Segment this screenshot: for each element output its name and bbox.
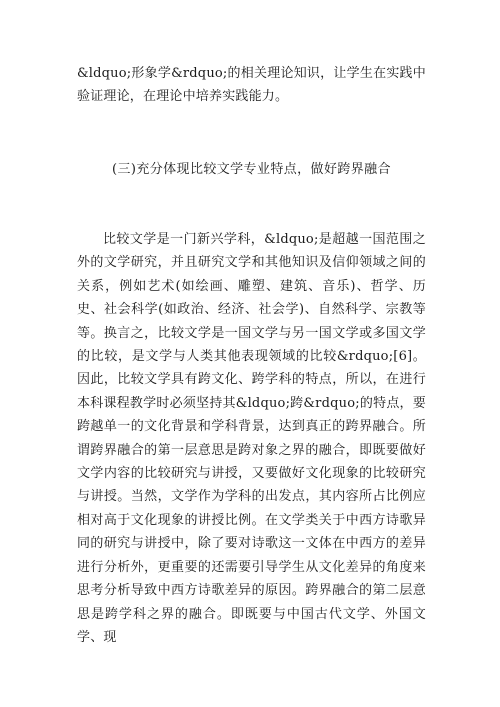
body-paragraph: 比较文学是一门新兴学科，&ldquo;是超越一国范围之外的文学研究，并且研究文学和其他知识及信仰领域之间的关系，例如艺术(如绘画、雕塑、建筑、音乐)、哲学、历史、社会科学(如政治、经济、社会学)、自然科学、宗教等等。换言之，比较文学是一国文学与另一国文学或多国文学的比较，是文学与人类其他表现领域的比较&rdquo;[6]。因此，比较文学具有跨文化、跨学科的特点，所以，在进行本科课程教学时必须坚持其&ldquo;跨&rdquo;的特点，要跨越单一的文化背景和学科背景，达到真正的跨界融合。所谓跨界融合的第一层意思是跨对象之界的融合，即既要做好文学内容的比较研究与讲授，又要做好文化现象的比较研究与讲授。当然，文学作为学科的出发点，其内容所占比例应相对高于文化现象的讲授比例。在文学类关于中西方诗歌异同的研究与讲授中，除了要对诗歌这一文体在中西方的差异进行分析外，更重要的还需要引导学生从文化差异的角度来思考分析导致中西方诗歌差异的原因。跨界融合的第二层意思是跨学科之界的融合。即既要与中国古代文学、外国文学、现 — [77, 232, 426, 645]
section-heading: (三)充分体现比较文学专业特点，做好跨界融合 — [112, 162, 391, 177]
paragraph-continued: &ldquo;形象学&rdquo;的相关理论知识，让学生在实践中验证理论，在理论中培养实践能力。 — [77, 66, 426, 105]
